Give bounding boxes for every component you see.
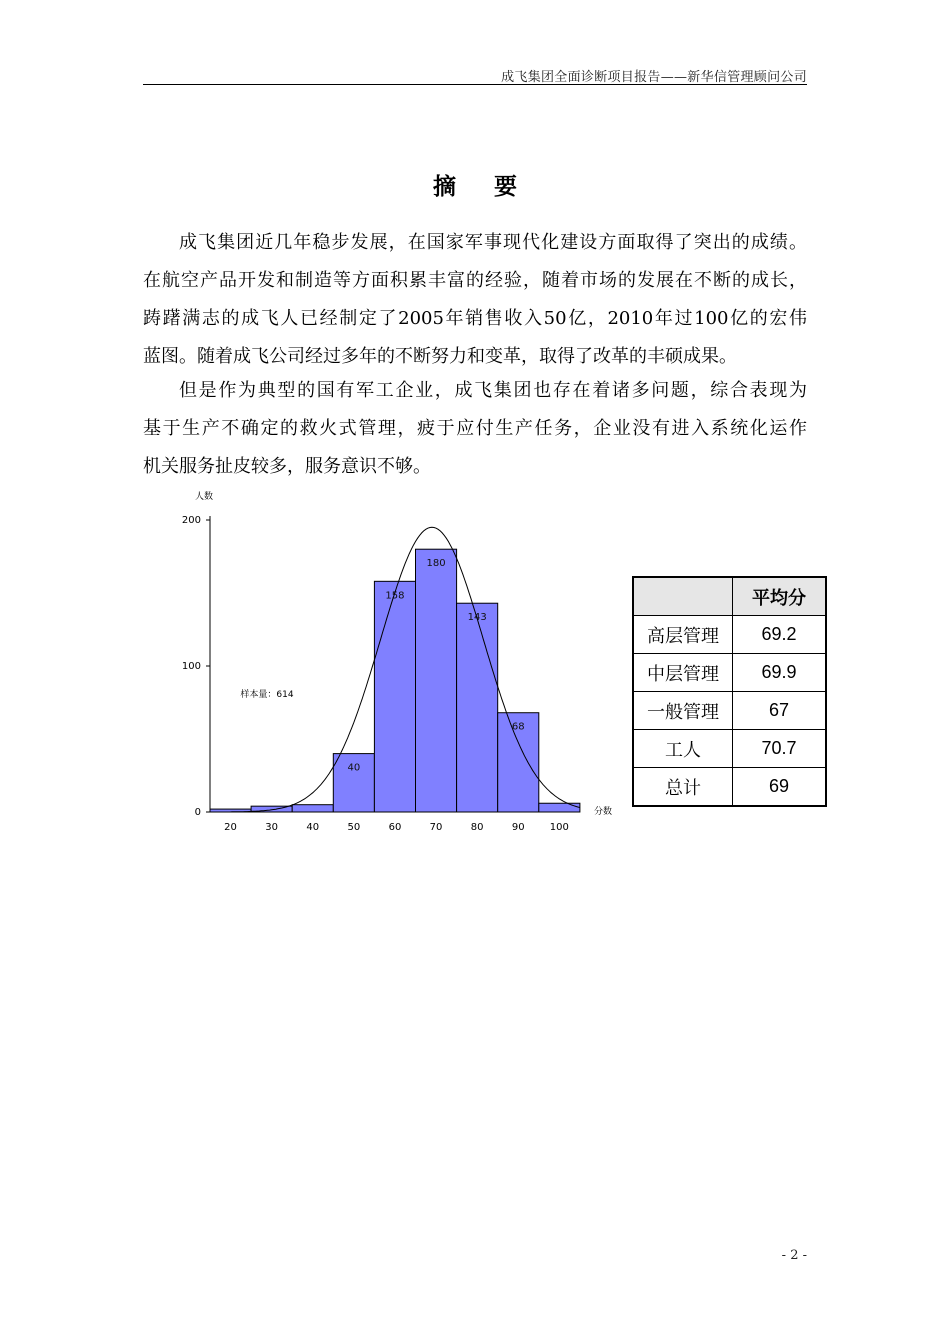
table-row [633, 768, 826, 807]
paragraph-line: 但是作为典型的国有军工企业，成飞集团也存在着诸多问题，综合表现为 [179, 380, 807, 401]
paragraph-line: 踌躇满志的成飞人已经制定了2005年销售收入50亿，2010年过100亿的宏伟 [143, 308, 807, 329]
histogram-bar [292, 805, 333, 812]
bar-data-label: 158 [385, 590, 405, 602]
x-tick-label: 80 [470, 822, 484, 833]
paragraph-line: 蓝图。随着成飞公司经过多年的不断努力和变革，取得了改革的丰硕成果。 [143, 346, 737, 367]
histogram-bar [416, 549, 457, 812]
x-tick-label: 20 [224, 822, 237, 833]
histogram-bar [539, 803, 580, 812]
bar-data-label: 180 [426, 558, 446, 570]
bar-data-label: 68 [511, 721, 525, 733]
table-cell-score: 69 [733, 768, 827, 807]
table-cell-group: 总计 [633, 768, 733, 807]
y-axis-title: 人数 [194, 492, 214, 502]
table-cell-score: 67 [733, 692, 827, 730]
table-header-cell [633, 577, 733, 616]
paragraph-line: 成飞集团近几年稳步发展，在国家军事现代化建设方面取得了突出的成绩。 [179, 232, 807, 253]
table-cell-score: 69.9 [733, 654, 827, 692]
paragraph-2 [143, 372, 807, 486]
histogram-bar [457, 603, 498, 812]
x-tick-label: 30 [265, 822, 279, 833]
table-header-cell: 平均分 [733, 577, 827, 616]
paragraph-line: 机关服务扯皮较多，服务意识不够。 [143, 456, 431, 477]
paragraph-line: 基于生产不确定的救火式管理，疲于应付生产任务，企业没有进入系统化运作 [143, 418, 807, 439]
x-tick-label: 90 [511, 822, 525, 833]
histogram-bar [374, 581, 415, 812]
table-header-row [633, 577, 826, 616]
page-title: 摘要 [433, 174, 555, 200]
x-tick-label: 50 [347, 822, 361, 833]
x-axis-title: 分数 [593, 807, 613, 817]
paragraph-1 [143, 224, 807, 376]
y-tick-label: 200 [181, 515, 201, 526]
header-text: 成飞集团全面诊断项目报告——新华信管理顾问公司 [501, 70, 807, 85]
bar-data-label: 40 [347, 762, 361, 774]
table-cell-group: 中层管理 [633, 654, 733, 692]
table-row [633, 730, 826, 768]
table-row [633, 616, 826, 654]
bar-data-label: 143 [467, 612, 487, 624]
score-table [632, 576, 827, 807]
x-tick-label: 100 [549, 822, 569, 833]
table-cell-group: 工人 [633, 730, 733, 768]
header-rule [143, 84, 807, 85]
table-row [633, 692, 826, 730]
y-tick-label: 0 [194, 807, 201, 818]
y-tick-label: 100 [181, 661, 201, 672]
table-cell-group: 高层管理 [633, 616, 733, 654]
table-row [633, 654, 826, 692]
paragraph-line: 在航空产品开发和制造等方面积累丰富的经验，随着市场的发展在不断的成长， [143, 270, 807, 291]
page-number: - 2 - [781, 1248, 807, 1263]
x-tick-label: 60 [388, 822, 402, 833]
x-tick-label: 70 [429, 822, 443, 833]
score-histogram [170, 484, 620, 834]
x-tick-label: 40 [306, 822, 320, 833]
table-cell-score: 69.2 [733, 616, 827, 654]
table-cell-group: 一般管理 [633, 692, 733, 730]
table-cell-score: 70.7 [733, 730, 827, 768]
sample-size-annotation: 样本量：614 [240, 690, 294, 700]
